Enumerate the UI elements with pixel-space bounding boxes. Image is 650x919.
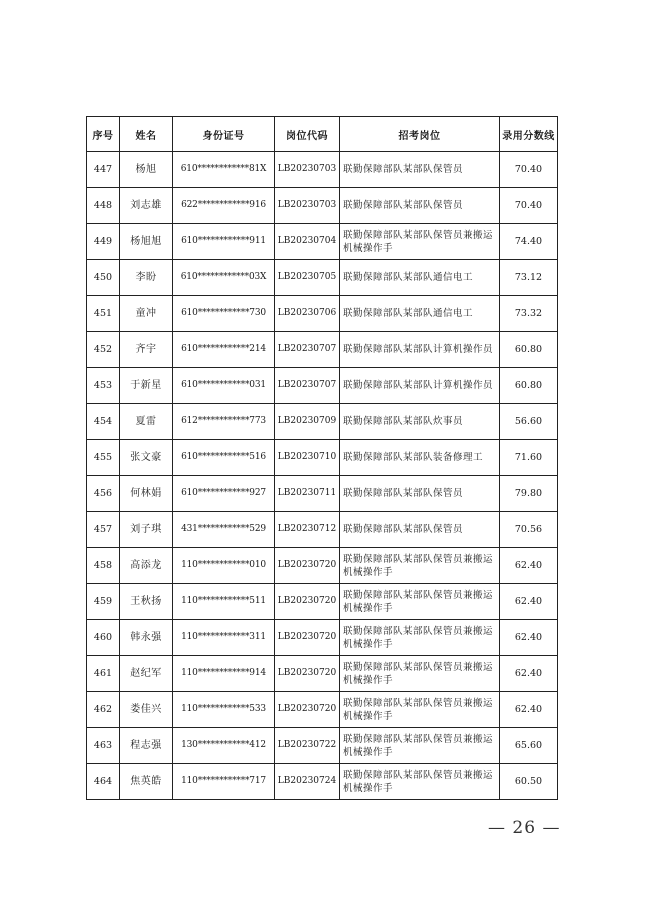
cell-score-line: 62.40: [500, 548, 558, 584]
cell-id-number: 110************511: [173, 584, 275, 620]
cell-id-number: 610************81X: [173, 152, 275, 188]
table-row: [87, 620, 558, 656]
cell-recruit-post: 联勤保障部队某部队保管员: [340, 188, 500, 224]
table-row: [87, 764, 558, 800]
cell-recruit-post: 联勤保障部队某部队保管员兼搬运机械操作手: [340, 764, 500, 800]
cell-post-code: LB20230720: [275, 692, 340, 728]
cell-id-number: 110************311: [173, 620, 275, 656]
cell-name: 刘志雄: [120, 188, 173, 224]
table-row: [87, 296, 558, 332]
cell-post-code: LB20230705: [275, 260, 340, 296]
cell-score-line: 73.32: [500, 296, 558, 332]
header-recruit-post: 招考岗位: [340, 117, 500, 152]
cell-seq: 458: [87, 548, 120, 584]
cell-score-line: 71.60: [500, 440, 558, 476]
cell-seq: 464: [87, 764, 120, 800]
cell-score-line: 70.56: [500, 512, 558, 548]
table-body: [87, 152, 558, 800]
cell-seq: 452: [87, 332, 120, 368]
cell-name: 杨旭旭: [120, 224, 173, 260]
cell-name: 齐宇: [120, 332, 173, 368]
cell-name: 娄佳兴: [120, 692, 173, 728]
page-number: — 26 —: [488, 818, 561, 838]
table-row: [87, 224, 558, 260]
cell-score-line: 60.80: [500, 332, 558, 368]
cell-name: 于新星: [120, 368, 173, 404]
cell-seq: 447: [87, 152, 120, 188]
table-row: [87, 368, 558, 404]
cell-name: 杨旭: [120, 152, 173, 188]
cell-name: 童冲: [120, 296, 173, 332]
cell-name: 高添龙: [120, 548, 173, 584]
cell-id-number: 612************773: [173, 404, 275, 440]
cell-id-number: 431************529: [173, 512, 275, 548]
cell-recruit-post: 联勤保障部队某部队保管员: [340, 476, 500, 512]
cell-id-number: 110************533: [173, 692, 275, 728]
cell-id-number: 610************927: [173, 476, 275, 512]
table-row: [87, 152, 558, 188]
cell-post-code: LB20230704: [275, 224, 340, 260]
cell-post-code: LB20230720: [275, 656, 340, 692]
cell-recruit-post: 联勤保障部队某部队计算机操作员: [340, 368, 500, 404]
cell-score-line: 62.40: [500, 656, 558, 692]
cell-score-line: 65.60: [500, 728, 558, 764]
cell-id-number: 130************412: [173, 728, 275, 764]
cell-recruit-post: 联勤保障部队某部队计算机操作员: [340, 332, 500, 368]
cell-recruit-post: 联勤保障部队某部队装备修理工: [340, 440, 500, 476]
cell-recruit-post: 联勤保障部队某部队炊事员: [340, 404, 500, 440]
header-post-code: 岗位代码: [275, 117, 340, 152]
cell-score-line: 74.40: [500, 224, 558, 260]
cell-post-code: LB20230706: [275, 296, 340, 332]
cell-post-code: LB20230703: [275, 188, 340, 224]
cell-recruit-post: 联勤保障部队某部队通信电工: [340, 296, 500, 332]
header-id-number: 身份证号: [173, 117, 275, 152]
cell-seq: 448: [87, 188, 120, 224]
table-row: [87, 188, 558, 224]
cell-seq: 450: [87, 260, 120, 296]
cell-name: 韩永强: [120, 620, 173, 656]
cell-score-line: 70.40: [500, 188, 558, 224]
cell-recruit-post: 联勤保障部队某部队保管员兼搬运机械操作手: [340, 620, 500, 656]
cell-post-code: LB20230720: [275, 548, 340, 584]
table-row: [87, 440, 558, 476]
cell-post-code: LB20230724: [275, 764, 340, 800]
cell-post-code: LB20230711: [275, 476, 340, 512]
cell-recruit-post: 联勤保障部队某部队通信电工: [340, 260, 500, 296]
cell-id-number: 610************03X: [173, 260, 275, 296]
table-row: [87, 260, 558, 296]
cell-seq: 449: [87, 224, 120, 260]
cell-post-code: LB20230709: [275, 404, 340, 440]
table-row: [87, 584, 558, 620]
table-row: [87, 404, 558, 440]
cell-score-line: 62.40: [500, 692, 558, 728]
cell-id-number: 610************911: [173, 224, 275, 260]
table-header-row: [87, 117, 558, 152]
cell-seq: 460: [87, 620, 120, 656]
cell-score-line: 60.80: [500, 368, 558, 404]
cell-name: 夏雷: [120, 404, 173, 440]
cell-id-number: 622************916: [173, 188, 275, 224]
cell-seq: 451: [87, 296, 120, 332]
cell-recruit-post: 联勤保障部队某部队保管员兼搬运机械操作手: [340, 728, 500, 764]
table-row: [87, 656, 558, 692]
cell-score-line: 62.40: [500, 584, 558, 620]
cell-seq: 457: [87, 512, 120, 548]
cell-id-number: 610************516: [173, 440, 275, 476]
cell-post-code: LB20230720: [275, 584, 340, 620]
cell-seq: 462: [87, 692, 120, 728]
table-row: [87, 728, 558, 764]
table-row: [87, 332, 558, 368]
cell-post-code: LB20230712: [275, 512, 340, 548]
cell-name: 王秋扬: [120, 584, 173, 620]
cell-recruit-post: 联勤保障部队某部队保管员兼搬运机械操作手: [340, 656, 500, 692]
header-name: 姓名: [120, 117, 173, 152]
cell-seq: 453: [87, 368, 120, 404]
cell-post-code: LB20230707: [275, 332, 340, 368]
cell-recruit-post: 联勤保障部队某部队保管员: [340, 512, 500, 548]
cell-name: 何林娟: [120, 476, 173, 512]
cell-score-line: 60.50: [500, 764, 558, 800]
header-seq: 序号: [87, 117, 120, 152]
cell-seq: 459: [87, 584, 120, 620]
cell-post-code: LB20230710: [275, 440, 340, 476]
table-row: [87, 692, 558, 728]
cell-post-code: LB20230722: [275, 728, 340, 764]
cell-recruit-post: 联勤保障部队某部队保管员兼搬运机械操作手: [340, 224, 500, 260]
cell-recruit-post: 联勤保障部队某部队保管员: [340, 152, 500, 188]
table-row: [87, 548, 558, 584]
cell-score-line: 70.40: [500, 152, 558, 188]
admission-table: [86, 116, 558, 800]
cell-id-number: 110************010: [173, 548, 275, 584]
cell-name: 赵纪军: [120, 656, 173, 692]
cell-seq: 461: [87, 656, 120, 692]
cell-recruit-post: 联勤保障部队某部队保管员兼搬运机械操作手: [340, 548, 500, 584]
cell-seq: 455: [87, 440, 120, 476]
cell-score-line: 56.60: [500, 404, 558, 440]
cell-seq: 456: [87, 476, 120, 512]
cell-score-line: 62.40: [500, 620, 558, 656]
cell-score-line: 79.80: [500, 476, 558, 512]
cell-post-code: LB20230707: [275, 368, 340, 404]
cell-post-code: LB20230703: [275, 152, 340, 188]
cell-name: 刘子琪: [120, 512, 173, 548]
cell-seq: 463: [87, 728, 120, 764]
cell-name: 李盼: [120, 260, 173, 296]
table-row: [87, 476, 558, 512]
cell-id-number: 610************730: [173, 296, 275, 332]
cell-name: 程志强: [120, 728, 173, 764]
header-score-line: 录用分数线: [500, 117, 558, 152]
cell-recruit-post: 联勤保障部队某部队保管员兼搬运机械操作手: [340, 692, 500, 728]
table-row: [87, 512, 558, 548]
cell-id-number: 610************214: [173, 332, 275, 368]
cell-score-line: 73.12: [500, 260, 558, 296]
cell-name: 焦英皓: [120, 764, 173, 800]
cell-id-number: 110************717: [173, 764, 275, 800]
cell-name: 张文豪: [120, 440, 173, 476]
cell-post-code: LB20230720: [275, 620, 340, 656]
cell-id-number: 610************031: [173, 368, 275, 404]
cell-seq: 454: [87, 404, 120, 440]
cell-id-number: 110************914: [173, 656, 275, 692]
cell-recruit-post: 联勤保障部队某部队保管员兼搬运机械操作手: [340, 584, 500, 620]
